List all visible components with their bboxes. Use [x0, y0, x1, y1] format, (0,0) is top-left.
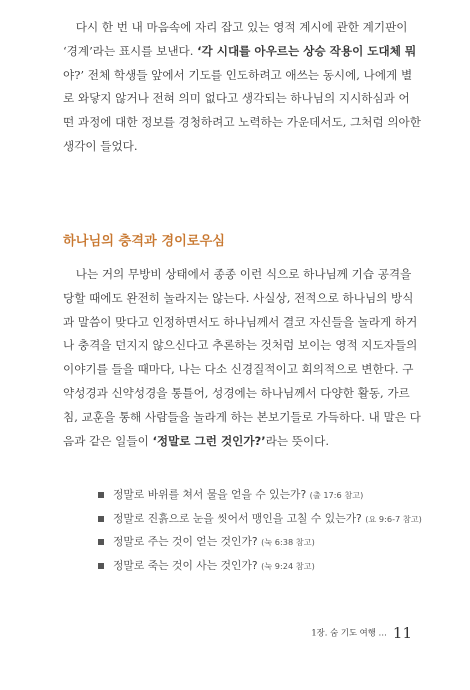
question-text: 정말로 주는 것이 얻는 것인가?: [113, 535, 258, 549]
text-line: 나 충격을 던지지 않으신다고 추론하는 것처럼 보이는 영적 지도자들의: [63, 338, 418, 353]
list-item-text: [113, 487, 363, 502]
paragraph-intro: [63, 16, 435, 159]
text-line: 야?’ 전체 학생들 앞에서 기도를 인도하려고 애쓰는 동시에, 나에게 별: [63, 67, 413, 82]
list-item-text: [113, 558, 315, 573]
square-bullet-icon: [98, 539, 104, 545]
text-line: 이야기를 들을 때마다, 나는 다소 신경질적이고 회의적으로 변한다. 구: [63, 362, 414, 377]
page-footer: [311, 622, 412, 642]
text-line: 당할 때에도 완전히 놀라지는 않는다. 사실상, 전적으로 하나님의 방식: [63, 290, 414, 305]
text-span: ‘경계’라는 표시를 보낸다.: [63, 43, 194, 58]
scripture-reference: (출 17:6 참고): [309, 490, 364, 500]
text-line: 약성경과 신약성경을 통틀어, 성경에는 하나님께서 다양한 활동, 가르: [63, 385, 410, 400]
text-line: 떤 과정에 대한 정보를 경청하려고 노력하는 가운데서도, 그처럼 의아한: [63, 115, 421, 130]
text-span: 음과 같은 일들이: [63, 433, 149, 448]
text-line: 로 와닿지 않거나 전혀 의미 없다고 생각되는 하나님의 지시하심과 어: [63, 91, 410, 106]
section-heading: 하나님의 충격과 경이로우심: [63, 234, 226, 249]
text-line: 과 말씀이 맞다고 인정하면서도 하나님께서 결코 자신들을 놀라게 하거: [63, 314, 418, 329]
square-bullet-icon: [98, 516, 104, 522]
text-line: 침, 교훈을 통해 사람들을 놀라게 하는 본보기들로 가득하다. 내 말은 다: [63, 409, 421, 424]
text-line: 생각이 들었다.: [63, 138, 138, 153]
question-text: 정말로 진흙으로 눈을 씻어서 맹인을 고칠 수 있는가?: [113, 511, 362, 525]
text-span: 라는 뜻이다.: [265, 433, 330, 448]
emphasis-text: ‘정말로 그런 것인가?’: [152, 433, 266, 448]
emphasis-text: ‘각 시대를 아우르는 상승 작용이 도대체 뭐: [197, 43, 417, 58]
text-line: [63, 40, 435, 64]
page-number: 11: [392, 623, 412, 642]
square-bullet-icon: [98, 563, 104, 569]
text-line: 나는 거의 무방비 상태에서 종종 이런 식으로 하나님께 기습 공격을: [75, 267, 412, 281]
question-text: 정말로 바위를 쳐서 물을 얻을 수 있는가?: [113, 488, 307, 501]
scripture-reference: (요 9:6-7 참고): [365, 513, 422, 524]
list-item-text: [113, 511, 422, 526]
square-bullet-icon: [98, 492, 104, 498]
paragraph-body: [63, 263, 435, 453]
list-item-text: [113, 534, 315, 549]
chapter-running-title: 1장. 숨 기도 여행 …: [311, 627, 387, 638]
text-line: [63, 430, 435, 454]
question-text: 정말로 죽는 것이 사는 것인가?: [113, 558, 258, 572]
scripture-reference: (눅 9:24 참고): [261, 560, 315, 571]
text-line: 다시 한 번 내 마음속에 자리 잡고 있는 영적 계시에 관한 계기판이: [75, 20, 408, 34]
scripture-reference: (눅 6:38 참고): [261, 537, 315, 548]
